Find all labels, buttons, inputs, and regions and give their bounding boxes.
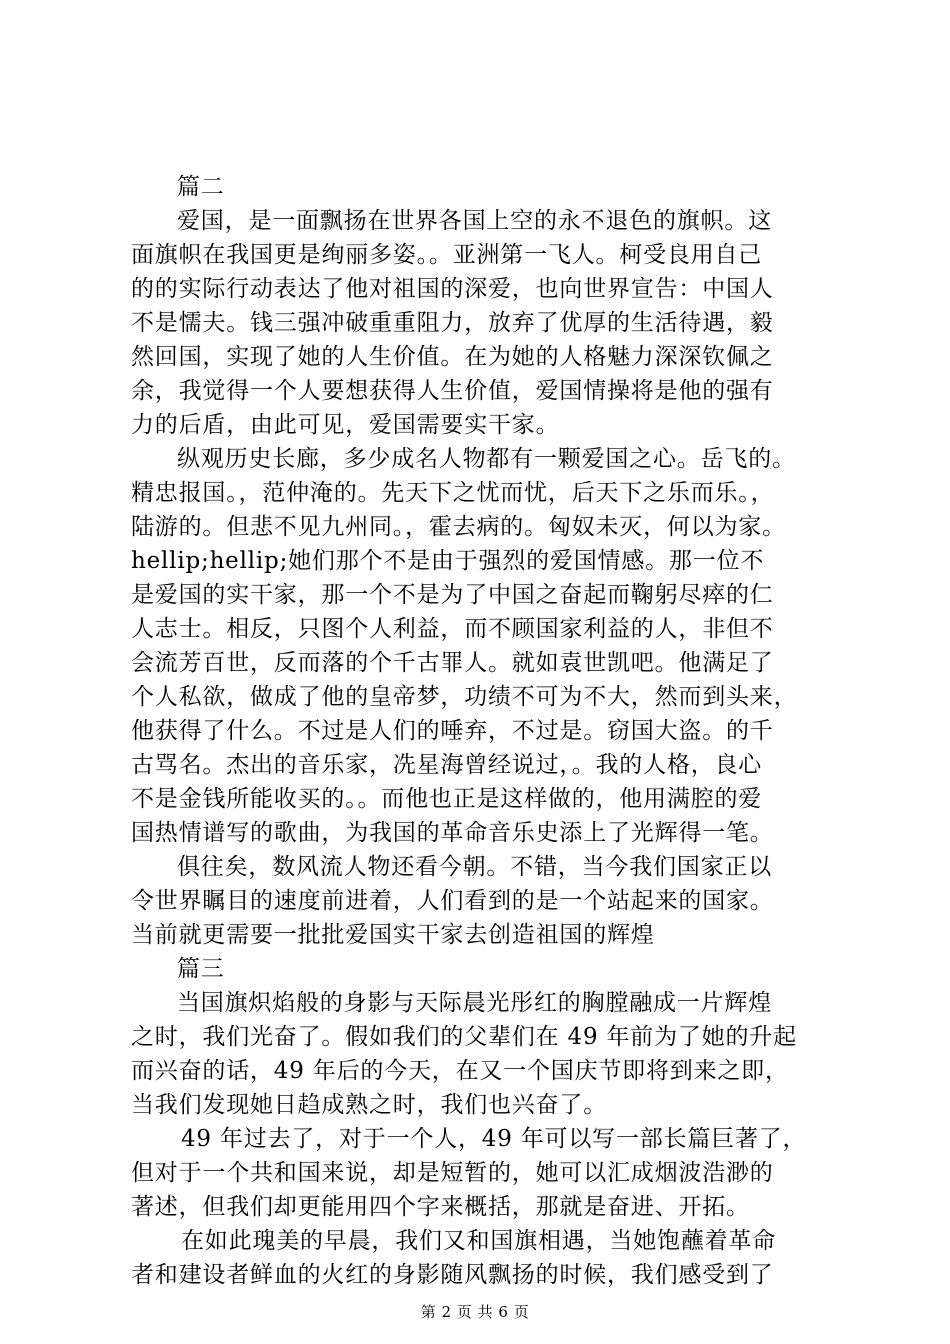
- text-line: 然回国，实现了她的人生价值。在为她的人格魅力深深钦佩之: [131, 344, 774, 370]
- text-line: 面旗帜在我国更是绚丽多姿。。亚洲第一飞人。柯受良用自己: [131, 242, 763, 268]
- page-footer: 第 2 页 共 6 页: [420, 1303, 530, 1321]
- text-line: 纵观历史长廊，多少成名人物都有一颗爱国之心。岳飞的。: [177, 446, 796, 472]
- text-line: 余，我觉得一个人要想获得人生价值，爱国情操将是他的强有: [131, 378, 774, 404]
- text-line: 陆游的。但悲不见九州同。，霍去病的。匈奴未灭，何以为家。: [131, 514, 786, 540]
- text-line: 他获得了什么。不过是人们的唾弃，不过是。窃国大盗。的千: [131, 718, 774, 744]
- text-line: 当我们发现她日趋成熟之时，我们也兴奋了。: [131, 1092, 607, 1118]
- text-line: 个人私欲，做成了他的皇帝梦，功绩不可为不大，然而到头来，: [131, 684, 798, 710]
- text-line: 49 年过去了，对于一个人，49 年可以写一部长篇巨著了，: [181, 1126, 807, 1152]
- text-line: hellip;hellip;她们那个不是由于强烈的爱国情感。那一位不: [131, 548, 765, 574]
- text-line: 令世界瞩目的速度前进着，人们看到的是一个站起来的国家。: [131, 888, 774, 914]
- text-line: 不是懦夫。钱三强冲破重重阻力，放弃了优厚的生活待遇，毅: [131, 310, 774, 336]
- text-line: 俱往矣，数风流人物还看今朝。不错，当今我们国家正以: [177, 854, 772, 880]
- text-line: 不是金钱所能收买的。。而他也正是这样做的，他用满腔的爱: [131, 786, 763, 812]
- text-line: 爱国，是一面飘扬在世界各国上空的永不退色的旗帜。这: [177, 208, 772, 234]
- text-line: 者和建设者鲜血的火红的身影随风飘扬的时候，我们感受到了: [131, 1262, 774, 1288]
- text-line: 篇二: [177, 174, 225, 200]
- text-line: 力的后盾，由此可见，爱国需要实干家。: [131, 412, 560, 438]
- text-line: 国热情谱写的歌曲，为我国的革命音乐史添上了光辉得一笔。: [131, 820, 774, 846]
- text-line: 但对于一个共和国来说，却是短暂的，她可以汇成烟波浩渺的: [131, 1160, 774, 1186]
- text-line: 而兴奋的话，49 年后的今天，在又一个国庆节即将到来之即，: [131, 1058, 789, 1084]
- text-line: 会流芳百世，反而落的个千古罪人。就如袁世凯吧。他满足了: [131, 650, 774, 676]
- text-line: 是爱国的实干家，那一个不是为了中国之奋起而鞠躬尽瘁的仁: [131, 582, 774, 608]
- text-line: 之时，我们光奋了。假如我们的父辈们在 49 年前为了她的升起: [131, 1024, 797, 1050]
- text-line: 的的实际行动表达了他对祖国的深爱，也向世界宣告：中国人: [131, 276, 774, 302]
- text-line: 古骂名。杰出的音乐家，冼星海曾经说过，。我的人格，良心: [131, 752, 763, 778]
- text-line: 篇三: [177, 956, 225, 982]
- document-body: [131, 170, 831, 1292]
- text-line: 当前就更需要一批批爱国实干家去创造祖国的辉煌: [131, 922, 655, 948]
- text-line: 在如此瑰美的早晨，我们又和国旗相遇，当她饱蘸着革命: [181, 1228, 776, 1254]
- text-line: 精忠报国。，范仲淹的。先天下之忧而忧，后天下之乐而乐。，: [131, 480, 775, 506]
- text-line: 著述，但我们却更能用四个字来概括，那就是奋进、开拓。: [131, 1194, 750, 1220]
- text-line: 当国旗炽焰般的身影与天际晨光彤红的胸膛融成一片辉煌: [177, 990, 772, 1016]
- text-line: 人志士。相反，只图个人利益，而不顾国家利益的人，非但不: [131, 616, 774, 642]
